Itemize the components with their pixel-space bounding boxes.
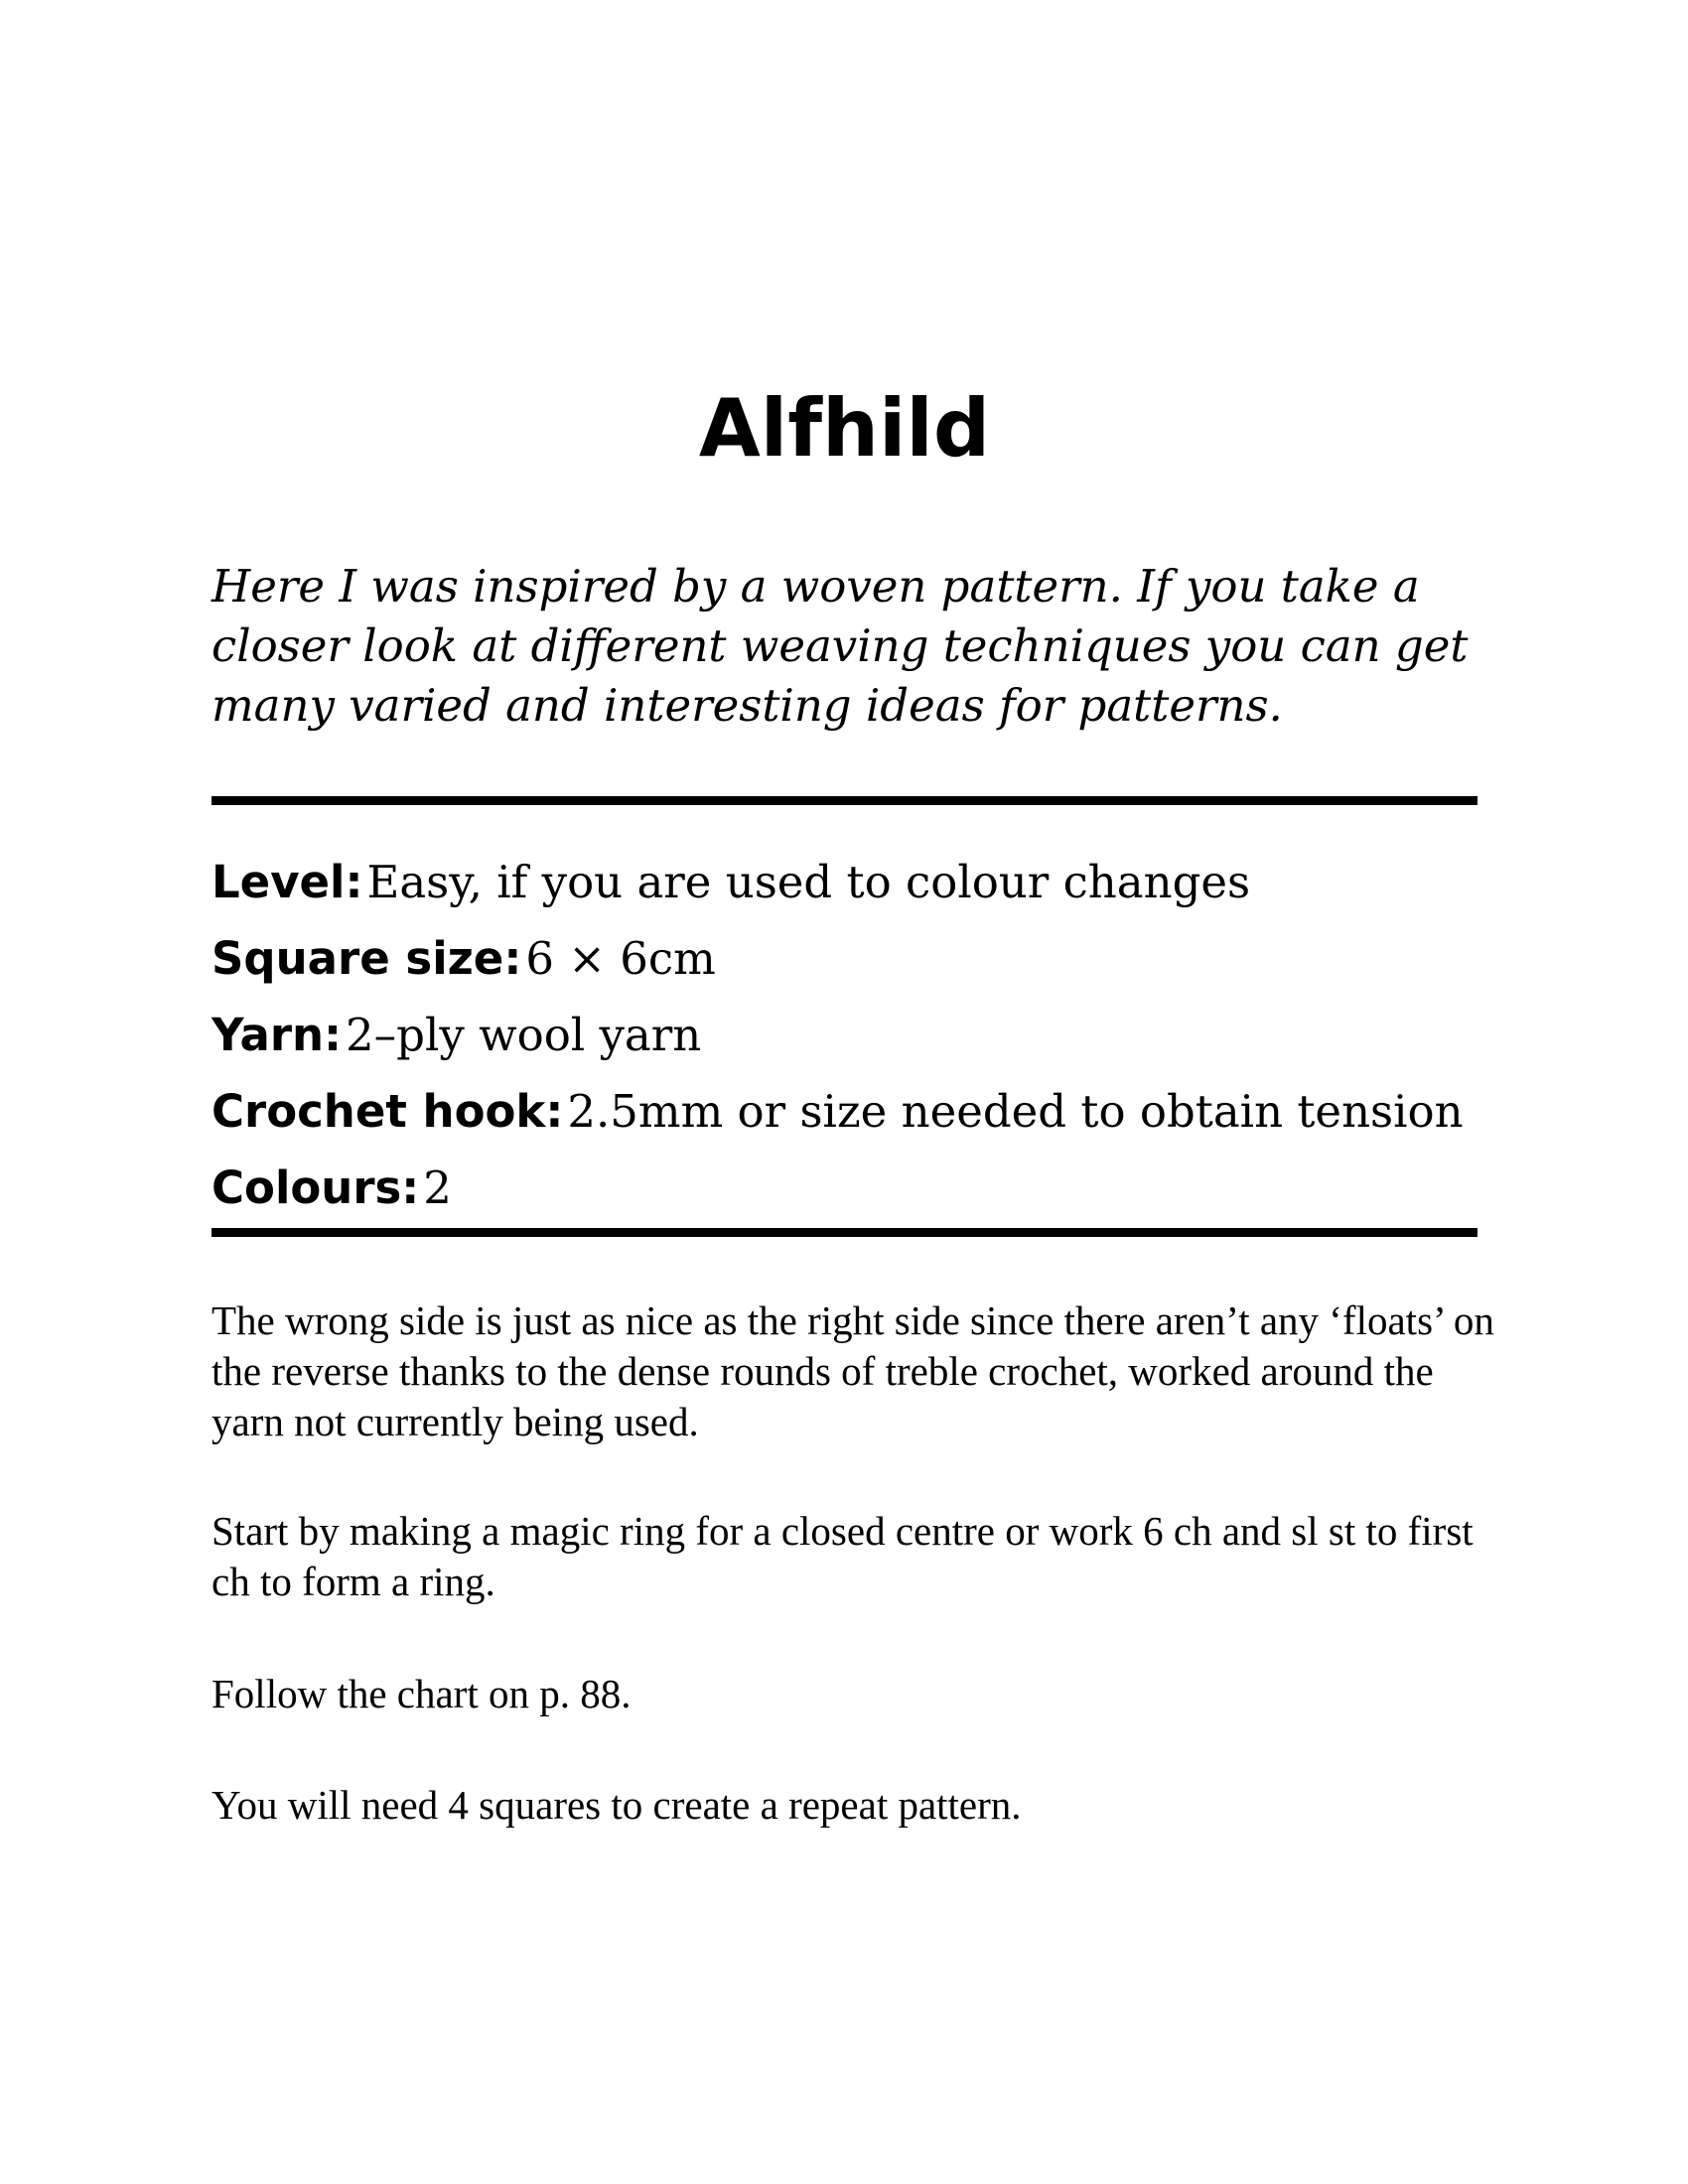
spec-colours bbox=[211, 1155, 1477, 1231]
spec-value: 6 × 6cm bbox=[525, 932, 716, 985]
spec-value: 2 bbox=[423, 1161, 452, 1214]
divider-bottom bbox=[211, 1228, 1477, 1237]
spec-level bbox=[211, 849, 1477, 925]
body-paragraph: Follow the chart on p. 88. bbox=[211, 1671, 632, 1716]
spec-label: Crochet hook: bbox=[211, 1085, 564, 1138]
body-paragraph: You will need 4 squares to create a repeat pattern. bbox=[211, 1782, 1022, 1828]
body-paragraph: The wrong side is just as nice as the right side since there aren’t any ‘floats’ on the reverse thanks to the dense rounds of treble crochet, worked around the yarn not currently being used. bbox=[211, 1297, 1494, 1444]
spec-value: Easy, if you are used to colour changes bbox=[366, 856, 1251, 908]
intro-text: Here I was inspired by a woven pattern. If you take a closer look at different weaving techniques you can get many varied and interesting ideas for patterns. bbox=[211, 560, 1469, 732]
page bbox=[211, 0, 1494, 2184]
spec-label: Colours: bbox=[211, 1161, 420, 1214]
spec-crochet-hook bbox=[211, 1078, 1477, 1155]
page-title: Alfhild bbox=[698, 382, 991, 475]
body-paragraph: Start by making a magic ring for a closed centre or work 6 ch and sl st to first ch to form a ring. bbox=[211, 1508, 1474, 1604]
spec-value: 2–ply wool yarn bbox=[346, 1009, 702, 1061]
spec-value: 2.5mm or size needed to obtain tension bbox=[567, 1085, 1464, 1138]
spec-label: Level: bbox=[211, 856, 363, 908]
divider-top bbox=[211, 796, 1477, 805]
spec-square-size bbox=[211, 925, 1477, 1002]
spec-label: Square size: bbox=[211, 932, 522, 985]
spec-yarn bbox=[211, 1002, 1477, 1078]
spec-label: Yarn: bbox=[211, 1009, 343, 1061]
specs-list bbox=[211, 849, 1477, 1231]
